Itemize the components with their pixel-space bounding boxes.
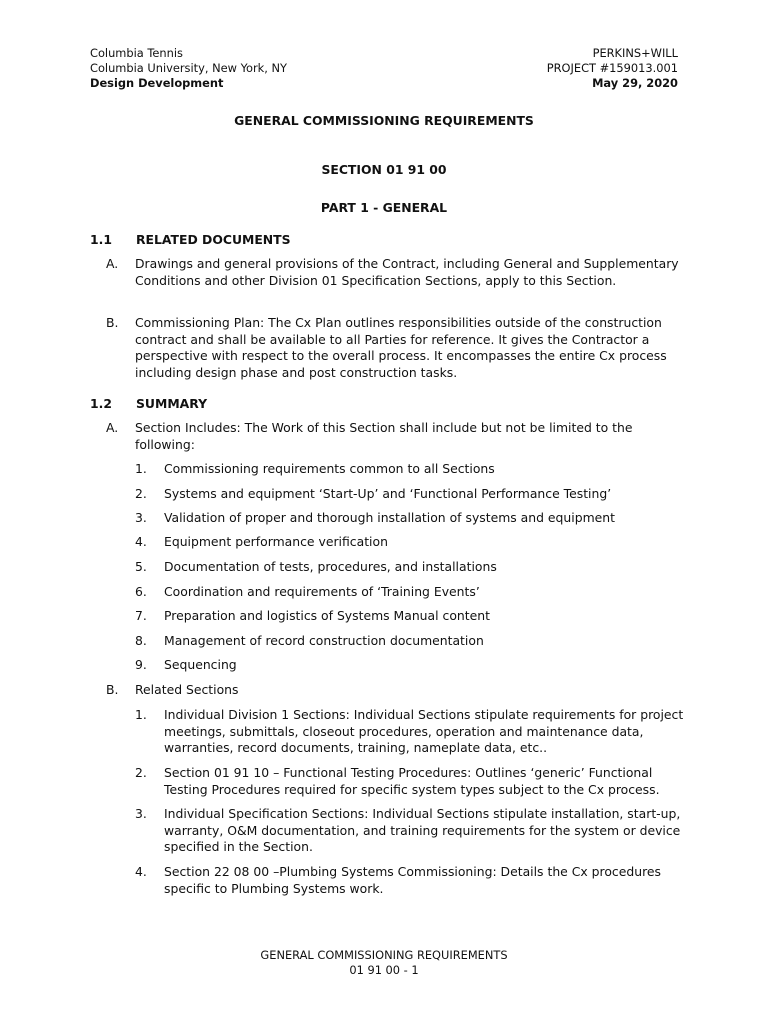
paragraph <box>106 256 686 289</box>
document-title: GENERAL COMMISSIONING REQUIREMENTS <box>234 113 534 128</box>
list-item-text: Sequencing <box>164 657 237 672</box>
list-item-text: Equipment performance verification <box>164 534 388 549</box>
article-number: 1.1 <box>90 232 112 247</box>
list-item-label: 4. <box>135 534 147 549</box>
list-item-text: Section 01 91 10 – Functional Testing Procedures: Outlines ‘generic’ Functional Testing Procedures required for specific system types subject to the Cx process. <box>164 765 660 797</box>
list-item-label: 2. <box>135 486 147 501</box>
article-heading <box>90 396 207 413</box>
list-item <box>135 584 687 601</box>
list-item-text: Coordination and requirements of ‘Training Events’ <box>164 584 480 599</box>
section-number: SECTION 01 91 00 <box>321 162 447 177</box>
list-item-label: 6. <box>135 584 147 599</box>
list-item <box>135 461 687 478</box>
paragraph-label: B. <box>106 682 119 697</box>
list-item <box>135 707 687 757</box>
list-item-label: 5. <box>135 559 147 574</box>
list-item-label: 8. <box>135 633 147 648</box>
list-item <box>135 633 687 650</box>
list-item-text: Systems and equipment ‘Start-Up’ and ‘Functional Performance Testing’ <box>164 486 612 501</box>
paragraph-text: Commissioning Plan: The Cx Plan outlines responsibilities outside of the construction contract and shall be available to all Parties for reference. It gives the Contractor a perspective with respect to the overall process. It encompasses the entire Cx process including design phase and post construction tasks. <box>135 315 667 380</box>
page-number: 01 91 00 - 1 <box>349 963 419 977</box>
list-item-label: 7. <box>135 608 147 623</box>
paragraph-label: B. <box>106 315 119 330</box>
footer-title: GENERAL COMMISSIONING REQUIREMENTS <box>260 948 508 962</box>
paragraph <box>106 315 686 381</box>
list-item <box>135 864 687 897</box>
paragraph-text: Section Includes: The Work of this Section shall include but not be limited to the following: <box>135 420 633 452</box>
header-right <box>547 46 678 91</box>
paragraph-text: Related Sections <box>135 682 239 697</box>
paragraph-text: Drawings and general provisions of the Contract, including General and Supplementary Conditions and other Division 01 Specification Sections, apply to this Section. <box>135 256 679 288</box>
article-heading <box>90 232 291 249</box>
header-location: Columbia University, New York, NY <box>90 61 287 75</box>
article-title: RELATED DOCUMENTS <box>136 232 291 247</box>
header-project-number: PROJECT #159013.001 <box>546 61 678 75</box>
header-project-name: Columbia Tennis <box>90 46 183 60</box>
list-item-label: 9. <box>135 657 147 672</box>
header-phase: Design Development <box>90 76 224 90</box>
list-item-label: 1. <box>135 461 147 476</box>
article-title: SUMMARY <box>136 396 208 411</box>
list-item-text: Individual Division 1 Sections: Individual Sections stipulate requirements for project meetings, submittals, closeout procedures, operation and maintenance data, warranties, record documents, training, nameplate data, etc.. <box>164 707 684 755</box>
paragraph <box>106 420 686 453</box>
list-item <box>135 534 687 551</box>
list-item-text: Documentation of tests, procedures, and installations <box>164 559 497 574</box>
list-item-label: 3. <box>135 806 147 821</box>
list-item-text: Validation of proper and thorough installation of systems and equipment <box>164 510 615 525</box>
list-item-label: 2. <box>135 765 147 780</box>
list-item-text: Commissioning requirements common to all Sections <box>164 461 495 476</box>
list-item-text: Individual Specification Sections: Individual Sections stipulate installation, start-up, warranty, O&M documentation, and training requirements for the system or device specified in the Section. <box>164 806 681 854</box>
list-item <box>135 765 687 798</box>
list-item-text: Preparation and logistics of Systems Manual content <box>164 608 490 623</box>
list-item <box>135 559 687 576</box>
header-firm: PERKINS+WILL <box>592 46 678 60</box>
list-item <box>135 657 687 674</box>
list-item <box>135 806 687 856</box>
list-item-text: Management of record construction documentation <box>164 633 484 648</box>
header-left <box>90 46 287 91</box>
paragraph-label: A. <box>106 420 119 435</box>
list-item-label: 4. <box>135 864 147 879</box>
article-number: 1.2 <box>90 396 112 411</box>
list-item <box>135 486 687 503</box>
list-item <box>135 510 687 527</box>
list-item-label: 1. <box>135 707 147 722</box>
list-item <box>135 608 687 625</box>
list-item-text: Section 22 08 00 –Plumbing Systems Commissioning: Details the Cx procedures specific to Plumbing Systems work. <box>164 864 661 896</box>
paragraph-label: A. <box>106 256 119 271</box>
list-item-label: 3. <box>135 510 147 525</box>
part-heading: PART 1 - GENERAL <box>320 200 448 215</box>
page-footer <box>0 948 768 978</box>
paragraph <box>106 682 686 699</box>
header-date: May 29, 2020 <box>592 76 678 90</box>
